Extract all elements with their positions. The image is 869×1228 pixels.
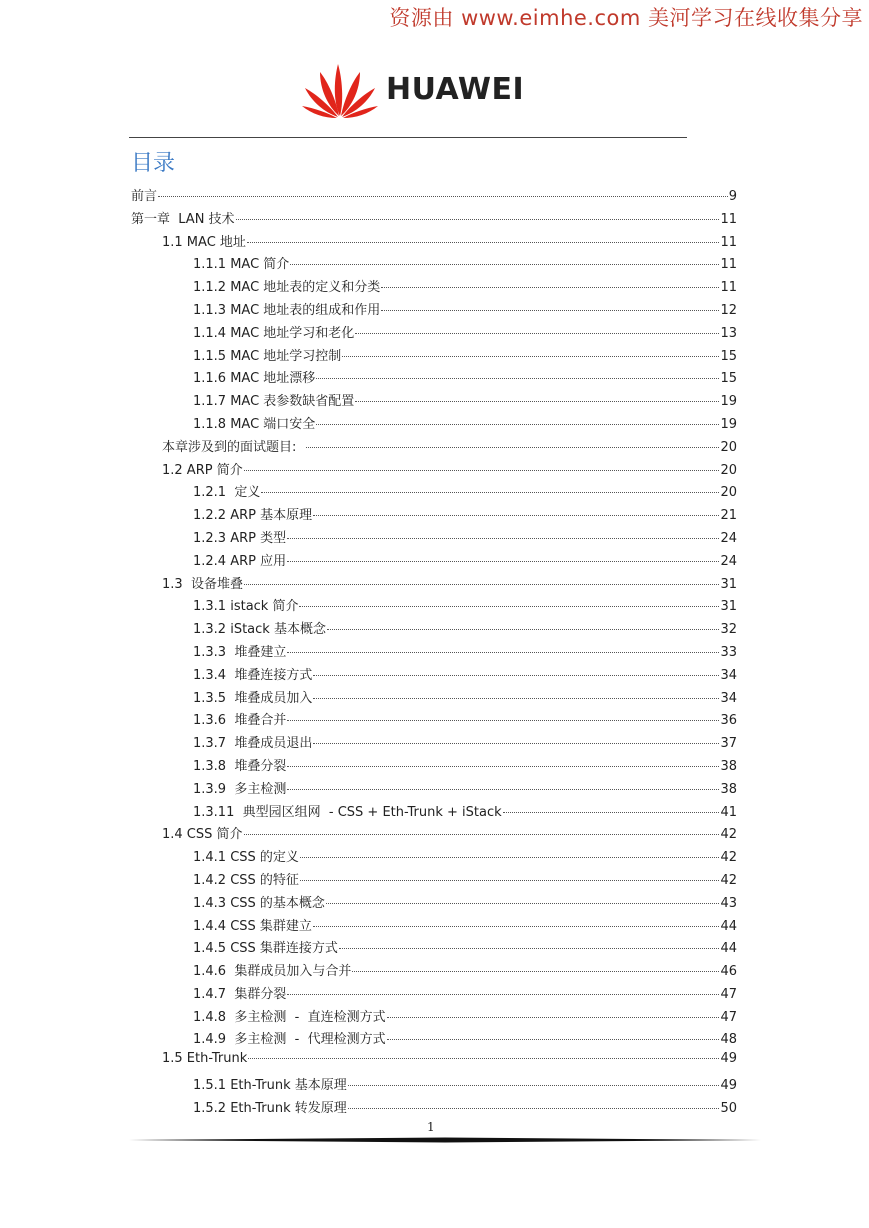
- toc-dot-leader: [236, 219, 720, 220]
- toc-entry[interactable]: [131, 732, 737, 755]
- toc-entry[interactable]: [131, 231, 737, 254]
- toc-dot-leader: [248, 1058, 719, 1059]
- toc-entry-label: 1.1.6 MAC 地址漂移: [193, 371, 316, 387]
- toc-entry-page: 50: [720, 1100, 737, 1116]
- page-number: 1: [427, 1120, 435, 1134]
- toc-entry-page: 15: [720, 371, 737, 387]
- toc-dot-leader: [244, 584, 720, 585]
- toc-entry-page: 20: [720, 462, 737, 478]
- toc-entry[interactable]: [131, 253, 737, 276]
- toc-entry[interactable]: [131, 1028, 737, 1051]
- toc-entry-label: 1.3.2 iStack 基本概念: [193, 622, 326, 638]
- toc-entry-label: 1.4 CSS 简介: [162, 827, 243, 843]
- toc-entry-label: 1.5.1 Eth-Trunk 基本原理: [193, 1078, 347, 1094]
- toc-entry-label: 1.4.4 CSS 集群建立: [193, 918, 312, 934]
- toc-dot-leader: [313, 675, 719, 676]
- toc-dot-leader: [313, 926, 720, 927]
- toc-dot-leader: [247, 242, 720, 243]
- header-rule: [129, 137, 687, 138]
- toc-entry-page: 13: [720, 325, 737, 341]
- toc-dot-leader: [387, 1017, 720, 1018]
- toc-entry-page: 44: [720, 941, 737, 957]
- toc-entry-label: 1.3 设备堆叠: [162, 576, 243, 592]
- toc-entry-page: 49: [720, 1051, 737, 1067]
- toc-entry-label: 1.1.2 MAC 地址表的定义和分类: [193, 280, 381, 296]
- toc-entry[interactable]: [131, 322, 737, 345]
- toc-entry-label: 1.3.8 堆叠分裂: [193, 758, 287, 774]
- toc-entry[interactable]: [131, 618, 737, 641]
- toc-entry[interactable]: [131, 481, 737, 504]
- toc-dot-leader: [355, 401, 719, 402]
- toc-dot-leader: [299, 606, 719, 607]
- toc-entry[interactable]: [131, 1074, 737, 1097]
- toc-entry-label: 1.3.11 典型园区组网 - CSS + Eth-Trunk + iStack: [193, 804, 502, 820]
- toc-entry[interactable]: [131, 504, 737, 527]
- toc-entry-page: 15: [720, 348, 737, 364]
- toc-dot-leader: [158, 196, 728, 197]
- toc-entry-page: 32: [720, 622, 737, 638]
- toc-entry-page: 24: [720, 553, 737, 569]
- toc-entry[interactable]: [131, 367, 737, 390]
- toc-dot-leader: [287, 720, 719, 721]
- toc-entry[interactable]: [131, 527, 737, 550]
- footer-rule: [129, 1136, 761, 1144]
- toc-entry[interactable]: [131, 459, 737, 482]
- toc-entry-page: 9: [728, 189, 737, 204]
- toc-entry-label: 1.3.7 堆叠成员退出: [193, 736, 313, 752]
- toc-entry[interactable]: [131, 1097, 737, 1120]
- toc-entry[interactable]: [131, 595, 737, 618]
- toc-entry-page: 37: [720, 736, 737, 752]
- toc-dot-leader: [339, 948, 720, 949]
- toc-entry-label: 1.4.7 集群分裂: [193, 986, 287, 1002]
- toc-entry[interactable]: [131, 664, 737, 687]
- toc-dot-leader: [287, 766, 719, 767]
- toc-entry[interactable]: [131, 573, 737, 596]
- toc-dot-leader: [352, 971, 719, 972]
- toc-dot-leader: [316, 424, 719, 425]
- toc-entry[interactable]: [131, 1051, 737, 1074]
- toc-dot-leader: [313, 743, 719, 744]
- toc-entry[interactable]: [131, 390, 737, 413]
- toc-entry[interactable]: [131, 915, 737, 938]
- toc-dot-leader: [503, 812, 720, 813]
- toc-entry-page: 42: [720, 827, 737, 843]
- toc-entry-page: 12: [720, 302, 737, 318]
- toc-dot-leader: [261, 492, 719, 493]
- toc-dot-leader: [327, 629, 720, 630]
- toc-entry-label: 1.3.3 堆叠建立: [193, 644, 287, 660]
- toc-entry-label: 1.4.6 集群成员加入与合并: [193, 964, 352, 980]
- toc-entry-page: 48: [720, 1032, 737, 1048]
- toc-entry-page: 47: [720, 986, 737, 1002]
- toc-entry-label: 1.4.3 CSS 的基本概念: [193, 895, 325, 911]
- toc-entry-label: 1.4.1 CSS 的定义: [193, 850, 299, 866]
- toc-dot-leader: [306, 447, 720, 448]
- toc-entry-page: 19: [720, 394, 737, 410]
- table-of-contents: [131, 185, 737, 1120]
- toc-entry-page: 33: [720, 644, 737, 660]
- toc-dot-leader: [355, 333, 719, 334]
- toc-entry-page: 20: [720, 439, 737, 455]
- toc-entry-page: 36: [720, 713, 737, 729]
- toc-entry-label: 1.1.3 MAC 地址表的组成和作用: [193, 302, 381, 318]
- toc-entry-page: 31: [720, 576, 737, 592]
- toc-entry-page: 41: [720, 804, 737, 820]
- toc-dot-leader: [244, 470, 720, 471]
- toc-dot-leader: [287, 789, 719, 790]
- toc-dot-leader: [244, 834, 720, 835]
- toc-entry-label: 1.1.1 MAC 简介: [193, 257, 290, 273]
- toc-entry[interactable]: [131, 687, 737, 710]
- toc-entry[interactable]: [131, 345, 737, 368]
- toc-entry-label: 1.1.7 MAC 表参数缺省配置: [193, 394, 355, 410]
- toc-dot-leader: [348, 1085, 720, 1086]
- toc-dot-leader: [287, 994, 719, 995]
- toc-entry-label: 1.5 Eth-Trunk: [162, 1051, 248, 1067]
- toc-dot-leader: [287, 538, 719, 539]
- source-banner: 资源由 www.eimhe.com 美河学习在线收集分享: [389, 6, 863, 30]
- toc-title: 目录: [131, 151, 176, 176]
- toc-entry-page: 24: [720, 530, 737, 546]
- toc-entry-label: 1.2.3 ARP 类型: [193, 530, 287, 546]
- toc-entry[interactable]: [131, 413, 737, 436]
- huawei-wordmark: HUAWEI: [386, 71, 525, 107]
- toc-entry-page: 44: [720, 918, 737, 934]
- toc-dot-leader: [313, 698, 719, 699]
- toc-entry-label: 前言: [131, 189, 158, 204]
- toc-entry-page: 49: [720, 1078, 737, 1094]
- toc-entry-page: 43: [720, 895, 737, 911]
- toc-entry-label: 1.1.4 MAC 地址学习和老化: [193, 325, 355, 341]
- toc-entry-label: 第一章 LAN 技术: [131, 211, 235, 227]
- toc-dot-leader: [300, 880, 720, 881]
- toc-dot-leader: [348, 1108, 720, 1109]
- toc-dot-leader: [381, 310, 719, 311]
- toc-entry-label: 1.3.4 堆叠连接方式: [193, 667, 313, 683]
- toc-entry[interactable]: [131, 641, 737, 664]
- toc-entry[interactable]: [131, 1006, 737, 1029]
- toc-dot-leader: [300, 857, 720, 858]
- toc-entry[interactable]: [131, 185, 737, 208]
- toc-entry[interactable]: [131, 709, 737, 732]
- toc-entry-label: 1.3.1 istack 简介: [193, 599, 299, 615]
- toc-dot-leader: [342, 356, 719, 357]
- toc-entry-label: 1.4.8 多主检测 - 直连检测方式: [193, 1009, 386, 1025]
- toc-entry-label: 1.4.2 CSS 的特征: [193, 872, 299, 888]
- toc-entry-label: 1.2.4 ARP 应用: [193, 553, 287, 569]
- toc-entry-label: 1.1 MAC 地址: [162, 234, 246, 250]
- toc-entry-label: 1.2.2 ARP 基本原理: [193, 508, 313, 524]
- toc-entry-page: 31: [720, 599, 737, 615]
- toc-entry-label: 1.4.5 CSS 集群连接方式: [193, 941, 338, 957]
- toc-entry-page: 11: [720, 257, 737, 273]
- toc-entry[interactable]: [131, 846, 737, 869]
- toc-entry-label: 1.3.6 堆叠合并: [193, 713, 287, 729]
- toc-entry-page: 21: [720, 508, 737, 524]
- toc-dot-leader: [316, 378, 719, 379]
- toc-entry-page: 46: [720, 964, 737, 980]
- toc-entry[interactable]: [131, 436, 737, 459]
- toc-entry-page: 11: [720, 211, 737, 227]
- toc-entry-page: 11: [720, 280, 737, 296]
- toc-entry[interactable]: [131, 869, 737, 892]
- toc-dot-leader: [313, 515, 719, 516]
- toc-entry[interactable]: [131, 960, 737, 983]
- toc-entry-label: 1.1.8 MAC 端口安全: [193, 416, 316, 432]
- toc-entry-page: 11: [720, 234, 737, 250]
- toc-entry-page: 42: [720, 872, 737, 888]
- toc-dot-leader: [326, 903, 720, 904]
- toc-entry[interactable]: [131, 892, 737, 915]
- toc-entry-page: 38: [720, 781, 737, 797]
- toc-entry[interactable]: [131, 801, 737, 824]
- toc-entry-label: 1.1.5 MAC 地址学习控制: [193, 348, 342, 364]
- toc-entry[interactable]: [131, 983, 737, 1006]
- toc-entry-page: 42: [720, 850, 737, 866]
- toc-entry-label: 1.3.5 堆叠成员加入: [193, 690, 313, 706]
- toc-dot-leader: [287, 652, 719, 653]
- toc-entry-page: 19: [720, 416, 737, 432]
- toc-entry[interactable]: [131, 937, 737, 960]
- huawei-logo: [300, 60, 524, 118]
- toc-entry-label: 1.2.1 定义: [193, 485, 261, 501]
- toc-entry-page: 34: [720, 690, 737, 706]
- toc-entry[interactable]: [131, 778, 737, 801]
- toc-entry-label: 1.5.2 Eth-Trunk 转发原理: [193, 1100, 347, 1116]
- toc-dot-leader: [290, 264, 719, 265]
- toc-entry[interactable]: [131, 550, 737, 573]
- toc-entry[interactable]: [131, 208, 737, 231]
- toc-entry[interactable]: [131, 276, 737, 299]
- toc-entry[interactable]: [131, 823, 737, 846]
- toc-entry-label: 本章涉及到的面试题目:: [162, 439, 305, 455]
- toc-entry-page: 47: [720, 1009, 737, 1025]
- toc-entry[interactable]: [131, 755, 737, 778]
- toc-entry-label: 1.2 ARP 简介: [162, 462, 243, 478]
- toc-entry-label: 1.3.9 多主检测: [193, 781, 287, 797]
- toc-dot-leader: [381, 287, 719, 288]
- huawei-petal-logo-icon: [300, 60, 380, 118]
- toc-entry-page: 20: [720, 485, 737, 501]
- toc-entry-page: 38: [720, 758, 737, 774]
- toc-dot-leader: [387, 1039, 720, 1040]
- toc-entry-label: 1.4.9 多主检测 - 代理检测方式: [193, 1032, 386, 1048]
- toc-entry-page: 34: [720, 667, 737, 683]
- toc-dot-leader: [287, 561, 719, 562]
- toc-entry[interactable]: [131, 299, 737, 322]
